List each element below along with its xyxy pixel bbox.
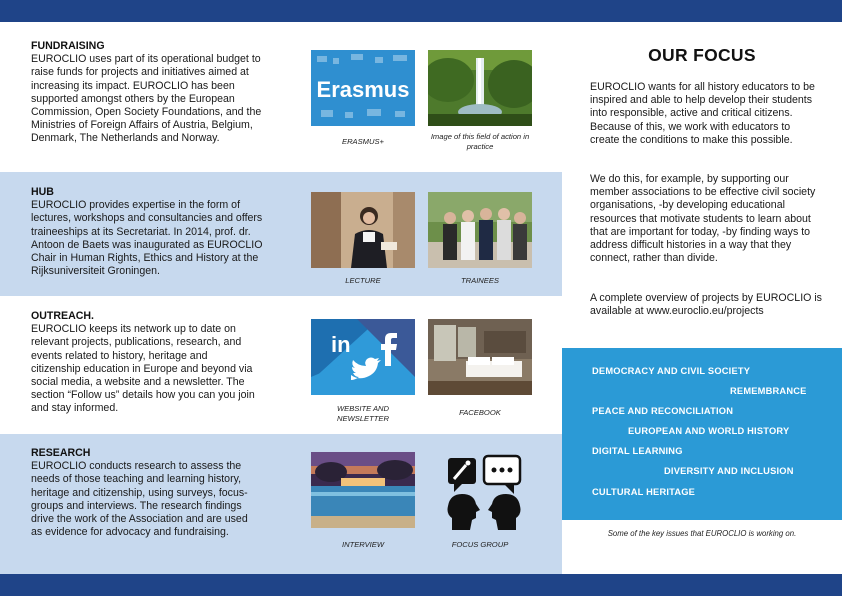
key-issues-box <box>562 348 842 520</box>
erasmus-logo <box>311 50 415 126</box>
pool-photo <box>311 452 415 528</box>
hub-body: EUROCLIO provides expertise in the form of lectures, workshops and consultancies and offers traineeships at its Secretariat. In 2014, prof. dr. Antoon de Baets was inaugurated as EUROCLIO Chair in Human Rights, Ethics and History at the Rijksuniversiteit Groningen. <box>31 199 263 278</box>
hub-section <box>31 186 263 278</box>
bottom-bar <box>0 574 842 596</box>
focus-group-caption: FOCUS GROUP <box>451 540 509 549</box>
erasmus-caption: ERASMUS+ <box>342 137 384 146</box>
research-body: EUROCLIO conducts research to assess the needs of those teaching and learning history, heritage and citizenship, using surveys, focus-groups and interviews. The research findings drive the work of the Association and are used as evidence for advocacy and fundraising. <box>31 460 248 539</box>
waterfall-caption: Image of this field of action in practice <box>430 132 530 151</box>
focus-group-icon <box>444 452 524 532</box>
focus-paragraph-1: EUROCLIO wants for all history educators to be inspired and able to help develop their students into responsible, active and critical citizens. Because of this, we work with educators to create the conditions to make this possible. <box>590 81 815 146</box>
lecture-photo <box>311 192 415 268</box>
trainees-caption: TRAINEES <box>461 276 499 285</box>
issue-digital-learning: DIGITAL LEARNING <box>592 446 683 456</box>
fundraising-body: EUROCLIO uses part of its operational budget to raise funds for projects and initiatives aimed at increasing its impact. EUROCLIO has been supported amongst others by the European Commission, Open Society Foundations, and the Ministries of Foreign Affairs of Austria, Belgium, Denmark, The Netherlands and Norway. <box>31 53 262 145</box>
our-focus-title: OUR FOCUS <box>648 45 756 65</box>
research-section <box>31 447 261 539</box>
issue-democracy: DEMOCRACY AND CIVIL SOCIETY <box>592 366 751 376</box>
issue-remembrance: REMEMBRANCE <box>730 386 807 396</box>
bedroom-photo <box>428 319 532 395</box>
outreach-body: EUROCLIO keeps its network up to date on relevant projects, publications, research, and events related to history, heritage and citizenship education in Europe and beyond via social media, a website and a newsletter. The section “Follow us” details how you can you join and stay informed. <box>31 323 255 415</box>
issue-cultural-heritage: CULTURAL HERITAGE <box>592 487 696 497</box>
outreach-section <box>31 310 255 416</box>
fundraising-section <box>31 40 263 146</box>
top-bar <box>0 0 842 22</box>
hub-title: HUB <box>31 186 54 198</box>
focus-paragraph-2: We do this, for example, by supporting our member associations to be effective civil society organisations, -by developing educational resources that motivate students to learn about that are important for today, -by finding ways to address difficult histories in a way that they connect, rather than divide. <box>590 173 816 265</box>
issue-peace: PEACE AND RECONCILIATION <box>592 406 734 416</box>
trainees-photo <box>428 192 532 268</box>
issue-diversity: DIVERSITY AND INCLUSION <box>664 466 794 476</box>
linkedin-icon: in <box>331 332 351 357</box>
fundraising-title: FUNDRAISING <box>31 40 105 52</box>
research-title: RESEARCH <box>31 447 91 459</box>
erasmus-logo-text: Erasmus <box>316 77 410 102</box>
issue-european-world-history: EUROPEAN AND WORLD HISTORY <box>628 426 790 436</box>
waterfall-photo <box>428 50 532 126</box>
facebook-caption: FACEBOOK <box>459 408 501 417</box>
website-caption: WEBSITE AND NEWSLETTER <box>336 404 390 423</box>
key-issues-caption: Some of the key issues that EUROCLIO is working on. <box>607 529 797 538</box>
outreach-title: OUTREACH. <box>31 310 94 322</box>
social-media-logos <box>311 319 415 395</box>
interview-caption: INTERVIEW <box>341 540 385 549</box>
focus-paragraph-3: A complete overview of projects by EUROCLIO is available at www.euroclio.eu/projects <box>590 292 822 318</box>
lecture-caption: LECTURE <box>345 276 381 285</box>
